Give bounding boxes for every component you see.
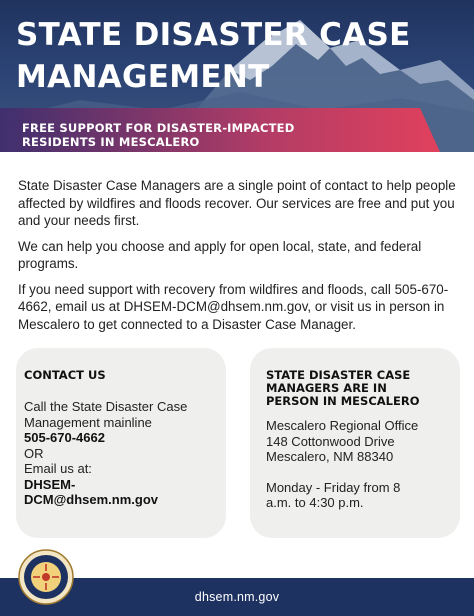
or-text: OR xyxy=(24,445,44,461)
subtitle-banner xyxy=(0,108,474,152)
subtitle-line-2: RESIDENTS IN MESCALERO xyxy=(22,135,200,149)
intro-paragraph-2: We can help you choose and apply for open local, state, and federal programs. xyxy=(18,238,422,271)
in-person-heading-line-2: MANAGERS ARE IN xyxy=(266,381,387,395)
title-line-2: MANAGEMENT xyxy=(16,59,270,95)
subtitle xyxy=(22,121,342,149)
email-label: Email us at: xyxy=(24,461,92,476)
intro-paragraph-3: If you need support with recovery from wildfires and floods, call 505-670-4662, email us at DHSEM-DCM@dhsem.nm.gov, or visit us in person in Mescalero to get connected to a Disaster Case Manager. xyxy=(18,281,449,332)
email-link-line-2[interactable]: DCM@dhsem.nm.gov xyxy=(24,492,159,507)
title-line-1: STATE DISASTER CASE xyxy=(16,17,411,53)
in-person-heading-line-1: STATE DISASTER CASE xyxy=(266,368,411,382)
phone-link[interactable]: 505-670-4662 xyxy=(24,430,105,445)
office-name: Mescalero Regional Office xyxy=(266,418,419,433)
contact-card xyxy=(16,348,226,538)
contact-line-2: Management mainline xyxy=(24,414,152,430)
state-seal-icon xyxy=(18,549,74,605)
office-street: 148 Cottonwood Drive xyxy=(266,433,395,449)
hours-line-1: Monday - Friday from 8 xyxy=(266,479,401,495)
footer-website-link[interactable]: dhsem.nm.gov xyxy=(194,590,280,604)
intro-section xyxy=(18,177,458,341)
in-person-card xyxy=(250,348,460,538)
email-link-line-1[interactable]: DHSEM- xyxy=(24,476,76,492)
office-city: Mescalero, NM 88340 xyxy=(266,449,394,464)
contact-line-1: Call the State Disaster Case xyxy=(24,399,188,414)
contact-body xyxy=(24,399,224,508)
hero-header xyxy=(0,0,474,152)
subtitle-line-1: FREE SUPPORT FOR DISASTER-IMPACTED xyxy=(22,121,295,135)
hours-line-2: a.m. to 4:30 p.m. xyxy=(266,495,364,510)
in-person-heading xyxy=(266,369,456,408)
contact-heading: CONTACT US xyxy=(24,368,106,382)
in-person-body xyxy=(266,418,456,511)
page-title xyxy=(16,14,456,98)
in-person-heading-line-3: PERSON IN MESCALERO xyxy=(266,394,420,408)
intro-paragraph-1: State Disaster Case Managers are a single point of contact to help people affected by wildfires and floods recover. Our services are free and put you and your needs first. xyxy=(18,178,456,228)
